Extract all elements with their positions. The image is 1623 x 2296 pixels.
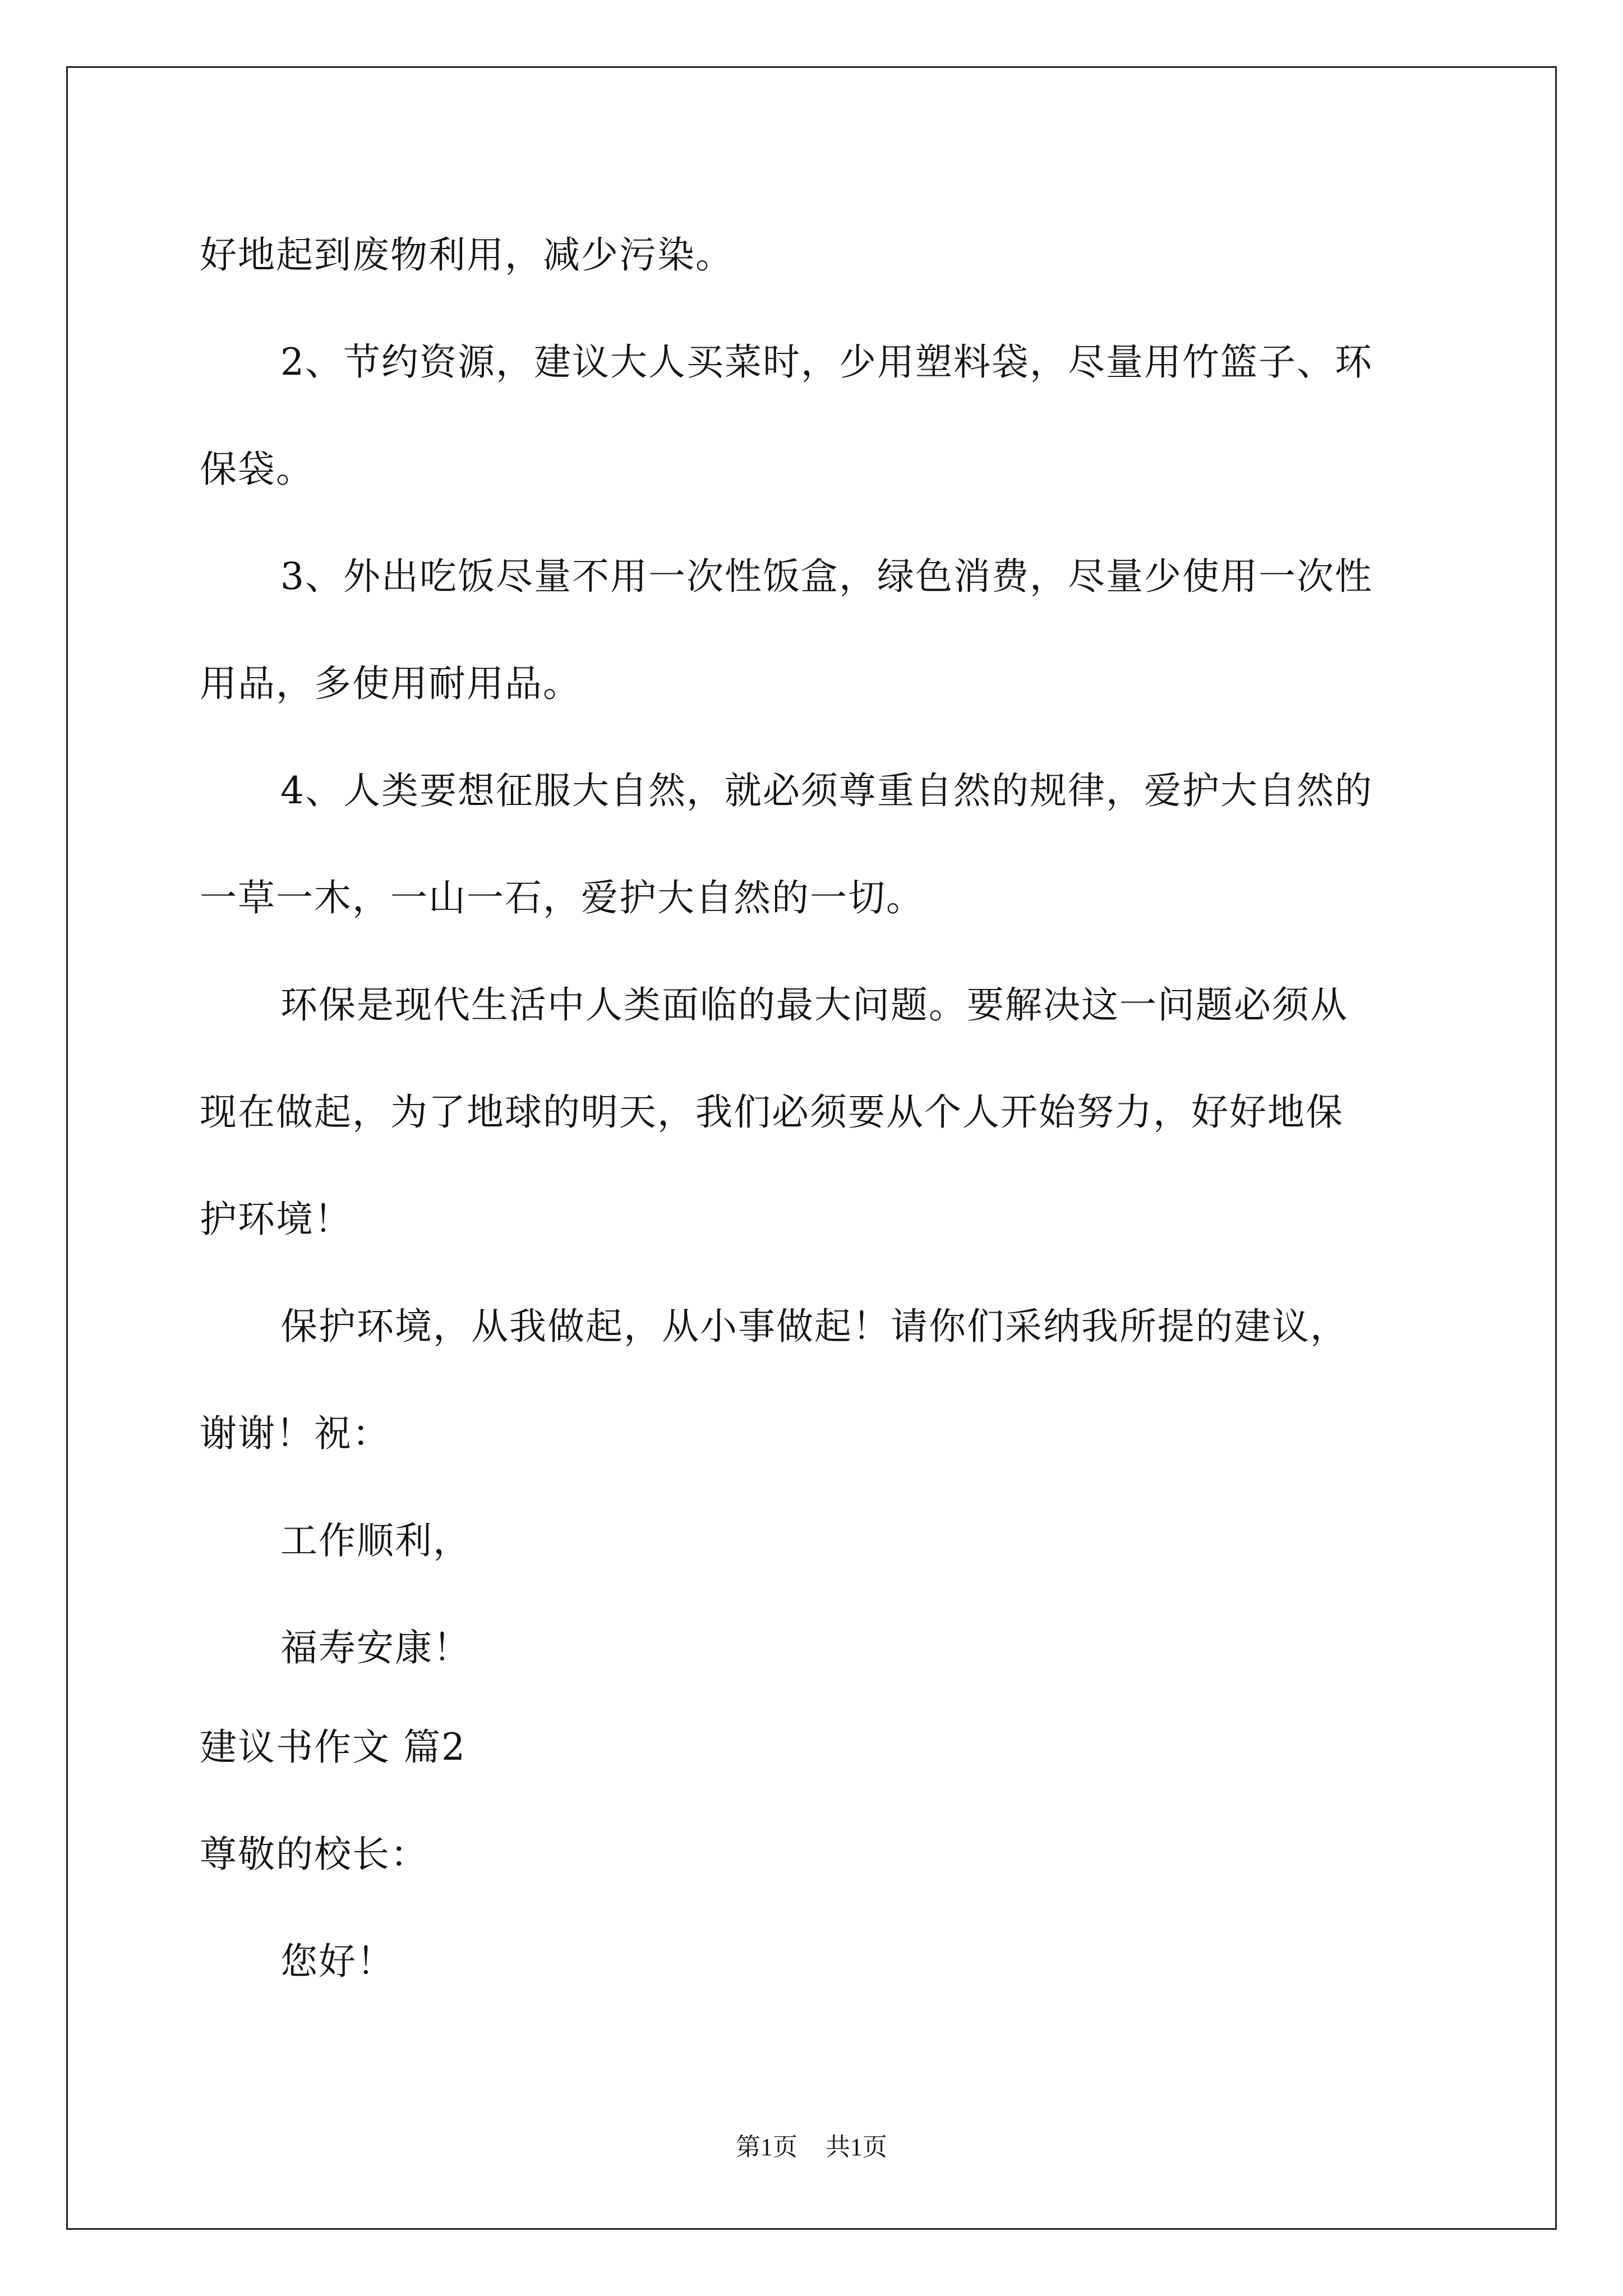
salutation: 尊敬的校长：: [200, 1833, 428, 1876]
text-line: 工作顺利，: [280, 1519, 471, 1562]
text-line: 用品，多使用耐用品。: [200, 662, 581, 705]
text-line: 福寿安康！: [280, 1626, 471, 1669]
text-line: 2、节约资源，建议大人买菜时，少用塑料袋，尽量用竹篮子、环: [280, 341, 1373, 384]
page-total: 共1页: [826, 2133, 887, 2161]
greeting: 您好！: [280, 1940, 395, 1983]
text-line: 4、人类要想征服大自然，就必须尊重自然的规律，爱护大自然的: [280, 769, 1373, 812]
page-border: [66, 66, 1557, 2230]
page-footer: [0, 2132, 1623, 2163]
section-heading: 建议书作文 篇2: [200, 1726, 466, 1769]
text-line: 现在做起，为了地球的明天，我们必须要从个人开始努力，好好地保: [200, 1091, 1344, 1134]
page-number: 第1页: [736, 2133, 797, 2161]
text-line: 一草一木，一山一石，爱护大自然的一切。: [200, 876, 924, 919]
text-line: 3、外出吃饭尽量不用一次性饭盒，绿色消费，尽量少使用一次性: [280, 555, 1373, 598]
text-line: 环保是现代生活中人类面临的最大问题。要解决这一问题必须从: [280, 983, 1348, 1027]
text-line: 护环境！: [200, 1198, 352, 1241]
text-line: 谢谢！祝：: [200, 1412, 390, 1455]
text-line: 保袋。: [200, 448, 314, 491]
text-line: 保护环境，从我做起，从小事做起！请你们采纳我所提的建议，: [280, 1305, 1348, 1348]
text-line: 好地起到废物利用，减少污染。: [200, 233, 734, 277]
